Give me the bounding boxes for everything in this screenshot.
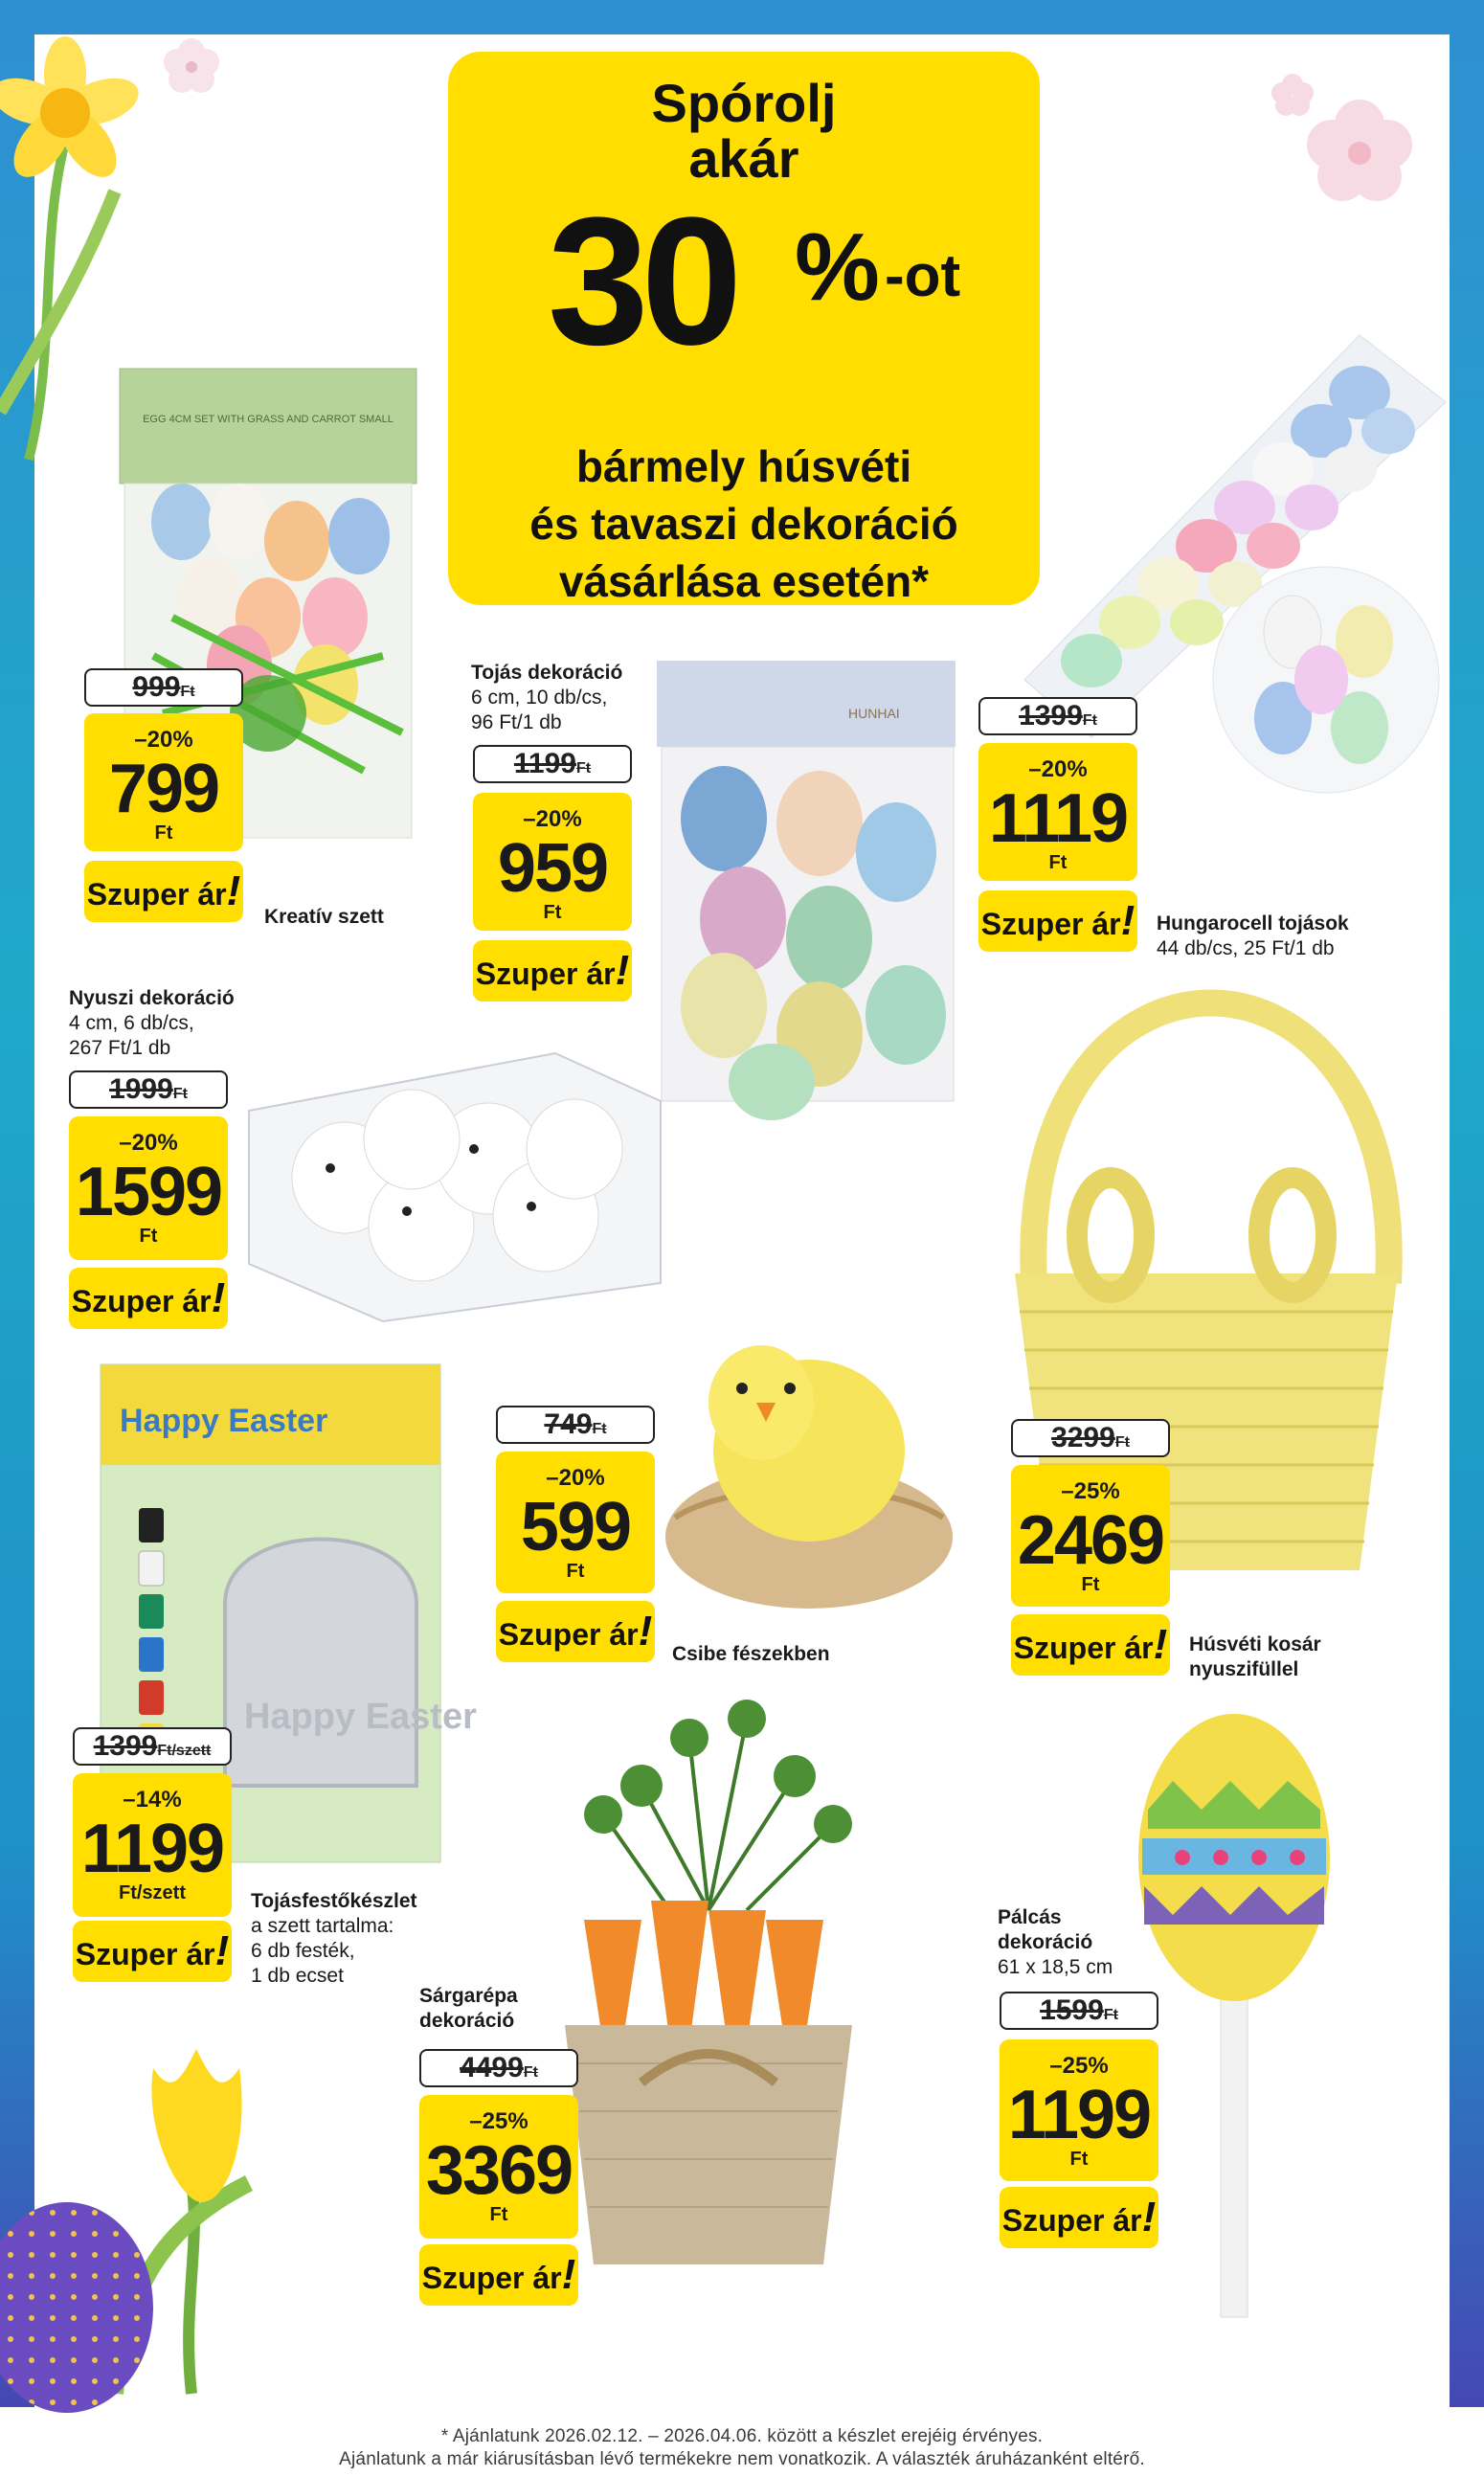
blossom-decoration bbox=[1264, 67, 1427, 211]
label-palcas bbox=[998, 1905, 1113, 1980]
promo-line4: és tavaszi dekoráció bbox=[529, 499, 958, 549]
price-box-kosar bbox=[1011, 1465, 1170, 1607]
old-price-value: 1399 bbox=[93, 1730, 158, 1762]
promo-suffix: -ot bbox=[885, 243, 961, 309]
label-csibe bbox=[672, 1642, 830, 1667]
price-box-sargarepa bbox=[419, 2095, 578, 2239]
badge-label: Szuper ár bbox=[980, 907, 1121, 941]
label-tojas bbox=[471, 661, 622, 735]
badge-label: Szuper ár bbox=[86, 877, 227, 912]
product-name-line2: dekoráció bbox=[998, 1931, 1093, 1953]
badge-label: Szuper ár bbox=[1001, 2203, 1142, 2238]
palcas-dekoracio-image bbox=[1135, 1704, 1336, 2317]
tojas-brand-text: HUNHAI bbox=[848, 706, 900, 721]
small-blossom-decoration bbox=[153, 29, 230, 105]
old-price-kreativ bbox=[84, 668, 243, 707]
discount: –25% bbox=[469, 2108, 528, 2134]
old-price-kosar bbox=[1011, 1419, 1170, 1457]
price-unit: Ft bbox=[1048, 852, 1068, 873]
price-unit: Ft bbox=[139, 1226, 158, 1247]
price-box-festo bbox=[73, 1773, 232, 1917]
price-box-csibe bbox=[496, 1452, 655, 1593]
discount: –25% bbox=[1061, 1478, 1120, 1504]
label-kreativ bbox=[264, 905, 384, 930]
festo-plate-text: Happy Easter bbox=[244, 1697, 477, 1737]
badge-excl: ! bbox=[638, 1608, 653, 1655]
price: 1199 bbox=[1007, 2077, 1151, 2153]
price-unit: Ft bbox=[1069, 2149, 1089, 2170]
product-name: Tojásfestőkészlet bbox=[251, 1890, 417, 1912]
badge-excl: ! bbox=[561, 2251, 576, 2298]
label-kosar bbox=[1189, 1633, 1321, 1682]
badge-excl: ! bbox=[1120, 897, 1135, 944]
product-detail: a szett tartalma: bbox=[251, 1915, 394, 1937]
badge-label: Szuper ár bbox=[421, 2261, 562, 2295]
szuper-ar-badge-kreativ bbox=[84, 861, 243, 922]
product-detail: 4 cm, 6 db/cs, bbox=[69, 1012, 194, 1034]
product-name: Húsvéti kosár bbox=[1189, 1633, 1321, 1655]
badge-label: Szuper ár bbox=[475, 957, 616, 991]
badge-excl: ! bbox=[211, 1274, 226, 1321]
badge-label: Szuper ár bbox=[1013, 1631, 1154, 1665]
label-hungarocell bbox=[1157, 912, 1349, 961]
promo-line2: akár bbox=[688, 128, 799, 189]
old-price-value: 1399 bbox=[1019, 700, 1083, 732]
price: 959 bbox=[497, 830, 608, 907]
old-price-value: 1599 bbox=[1040, 1994, 1104, 2026]
discount: –25% bbox=[1049, 2053, 1109, 2079]
promo-line5: vásárlása esetén* bbox=[558, 556, 930, 606]
product-detail: 6 db festék, bbox=[251, 1940, 355, 1962]
badge-excl: ! bbox=[1141, 2194, 1157, 2241]
tulip-decoration bbox=[0, 1992, 287, 2394]
sargarepa-dekoracio-image bbox=[527, 1680, 890, 2274]
festo-top-text: Happy Easter bbox=[120, 1403, 328, 1439]
old-price-nyuszi bbox=[69, 1070, 228, 1109]
csibe-feszekben-image bbox=[656, 1307, 962, 1613]
footer-line2: Ajánlatunk a már kiárusításban lévő termékekre nem vonatkozik. A választék áruházanként eltérő. bbox=[339, 2449, 1145, 2469]
product-name: Csibe fészekben bbox=[672, 1643, 830, 1665]
old-price-value: 4499 bbox=[460, 2052, 524, 2083]
old-price-value: 749 bbox=[544, 1408, 593, 1440]
old-price-unit: Ft bbox=[180, 684, 195, 700]
old-price-unit: Ft bbox=[592, 1421, 607, 1437]
old-price-unit: Ft bbox=[172, 1086, 188, 1102]
price-unit: Ft/szett bbox=[119, 1882, 186, 1903]
discount: –20% bbox=[134, 727, 193, 753]
tojas-dekoracio-image bbox=[657, 661, 963, 1111]
promo-big-number: 30 bbox=[548, 180, 735, 383]
badge-excl: ! bbox=[1153, 1621, 1168, 1668]
price-box-tojas bbox=[473, 793, 632, 931]
badge-label: Szuper ár bbox=[71, 1284, 212, 1318]
discount: –20% bbox=[523, 806, 582, 832]
szuper-ar-badge-kosar bbox=[1011, 1614, 1170, 1676]
szuper-ar-badge-nyuszi bbox=[69, 1268, 228, 1329]
szuper-ar-badge-sargarepa bbox=[419, 2244, 578, 2306]
price: 1599 bbox=[75, 1154, 222, 1230]
discount: –14% bbox=[123, 1787, 182, 1813]
szuper-ar-badge-tojas bbox=[473, 940, 632, 1002]
label-sargarepa bbox=[419, 1984, 518, 2034]
old-price-tojas bbox=[473, 745, 632, 783]
szuper-ar-badge-festo bbox=[73, 1921, 232, 1982]
old-price-festo bbox=[73, 1727, 232, 1766]
product-name-line2: dekoráció bbox=[419, 2010, 515, 2032]
discount: –20% bbox=[546, 1465, 605, 1491]
product-detail: 6 cm, 10 db/cs, bbox=[471, 687, 608, 709]
old-price-value: 1199 bbox=[513, 748, 576, 779]
price: 799 bbox=[108, 751, 219, 827]
nyuszi-dekoracio-image bbox=[239, 1034, 670, 1321]
product-name: Sárgarépa bbox=[419, 1985, 518, 2007]
price-unit: Ft bbox=[489, 2204, 508, 2225]
label-nyuszi bbox=[69, 986, 235, 1061]
price-unit: Ft bbox=[566, 1561, 585, 1582]
price-box-nyuszi bbox=[69, 1116, 228, 1260]
price: 599 bbox=[520, 1489, 631, 1565]
old-price-value: 3299 bbox=[1051, 1422, 1115, 1453]
badge-excl: ! bbox=[615, 947, 630, 994]
old-price-sargarepa bbox=[419, 2049, 578, 2087]
badge-excl: ! bbox=[226, 867, 241, 914]
szuper-ar-badge-palcas bbox=[1000, 2187, 1158, 2248]
old-price-unit: Ft bbox=[1082, 712, 1097, 729]
price-unit: Ft bbox=[543, 902, 562, 923]
discount: –20% bbox=[1028, 756, 1088, 782]
badge-excl: ! bbox=[214, 1927, 230, 1974]
old-price-value: 1999 bbox=[109, 1073, 173, 1105]
price-box-palcas bbox=[1000, 2039, 1158, 2181]
price-box-hungarocell bbox=[978, 743, 1137, 881]
product-detail: 44 db/cs, 25 Ft/1 db bbox=[1157, 937, 1335, 959]
product-detail: 61 x 18,5 cm bbox=[998, 1956, 1113, 1978]
price: 2469 bbox=[1017, 1502, 1164, 1579]
product-detail: 1 db ecset bbox=[251, 1965, 344, 1987]
price-unit: Ft bbox=[1081, 1574, 1100, 1595]
old-price-hungarocell bbox=[978, 697, 1137, 735]
product-detail: 96 Ft/1 db bbox=[471, 711, 562, 733]
promo-banner bbox=[448, 52, 1040, 605]
promo-line1: Spórolj bbox=[651, 73, 837, 133]
price: 3369 bbox=[425, 2132, 573, 2209]
price-unit: Ft bbox=[154, 822, 173, 844]
product-name: Pálcás bbox=[998, 1906, 1062, 1928]
label-festo bbox=[251, 1889, 417, 1989]
old-price-unit: Ft bbox=[1103, 2007, 1118, 2023]
badge-label: Szuper ár bbox=[498, 1617, 639, 1652]
old-price-value: 999 bbox=[132, 671, 181, 703]
old-price-unit: Ft bbox=[1114, 1434, 1130, 1451]
old-price-unit: Ft bbox=[575, 760, 592, 777]
price: 1199 bbox=[80, 1811, 224, 1887]
szuper-ar-badge-csibe bbox=[496, 1601, 655, 1662]
promo-percent-sign: % bbox=[795, 214, 880, 321]
old-price-palcas bbox=[1000, 1992, 1158, 2030]
discount: –20% bbox=[119, 1130, 178, 1156]
footer-line1: * Ajánlatunk 2026.02.12. – 2026.04.06. között a készlet erejéig érvényes. bbox=[440, 2426, 1044, 2446]
price-box-kreativ bbox=[84, 713, 243, 851]
product-name: Nyuszi dekoráció bbox=[69, 987, 235, 1009]
price: 1119 bbox=[988, 780, 1128, 857]
promo-line3: bármely húsvéti bbox=[575, 441, 912, 491]
product-name-line2: nyuszifüllel bbox=[1189, 1658, 1299, 1680]
product-name: Kreatív szett bbox=[264, 906, 384, 928]
product-detail: 267 Ft/1 db bbox=[69, 1037, 171, 1059]
old-price-csibe bbox=[496, 1406, 655, 1444]
old-price-unit: Ft/szett bbox=[157, 1743, 212, 1759]
kreativ-packaging-text: EGG 4CM SET WITH GRASS AND CARROT SMALL bbox=[143, 414, 393, 425]
old-price-unit: Ft bbox=[523, 2064, 538, 2081]
product-name: Hungarocell tojások bbox=[1157, 912, 1349, 935]
badge-label: Szuper ár bbox=[75, 1937, 215, 1971]
szuper-ar-badge-hungarocell bbox=[978, 890, 1137, 952]
product-name: Tojás dekoráció bbox=[471, 662, 623, 684]
